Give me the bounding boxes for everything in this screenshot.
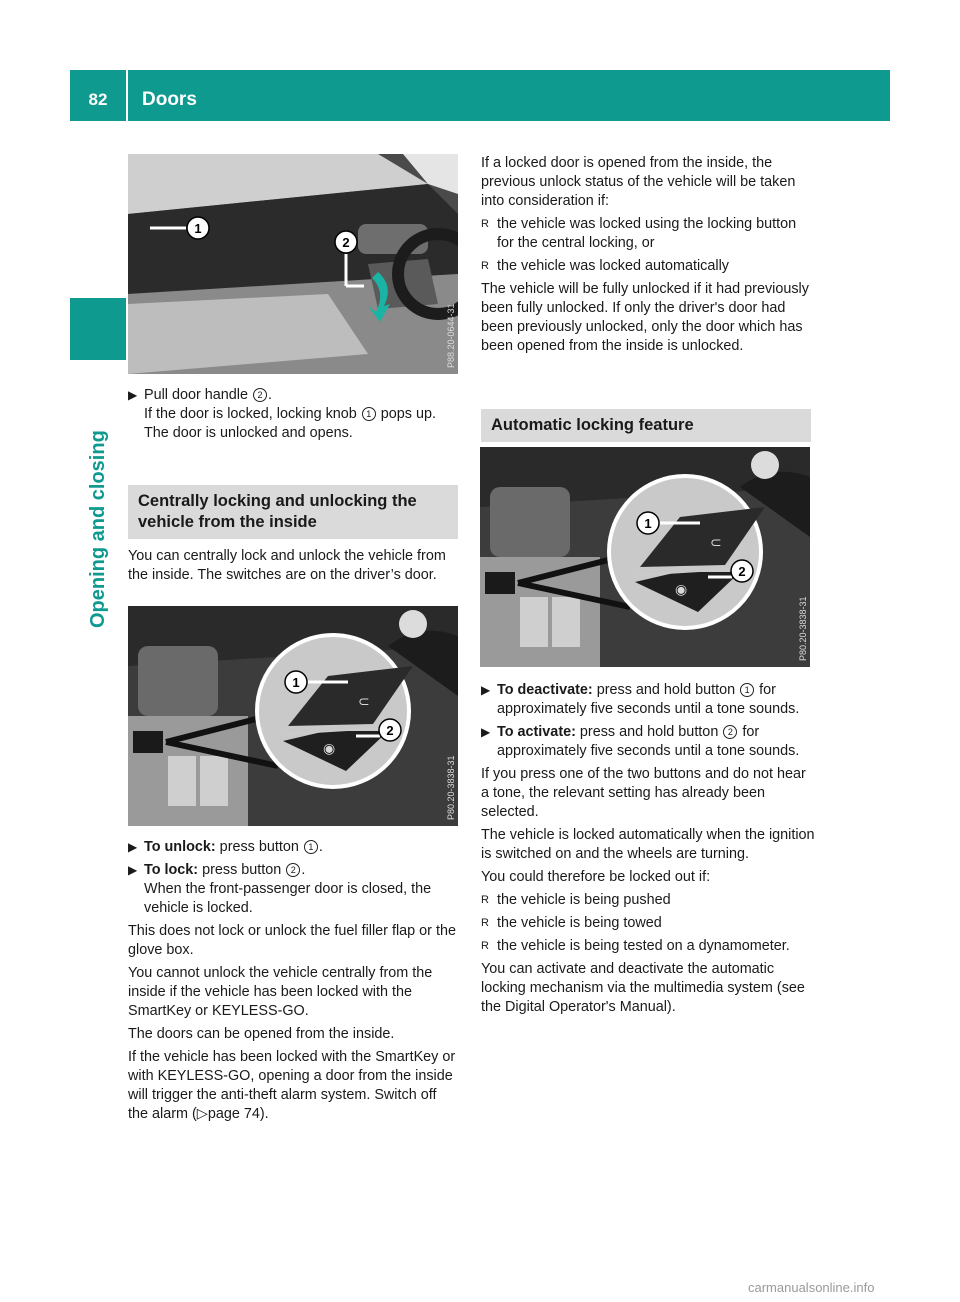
figure-code: P80.20-3838-31 [446, 755, 456, 820]
paragraph: If you press one of the two buttons and do not hear a tone, the relevant setting has already been selected. [481, 766, 806, 820]
page-ref-icon: ▷ [196, 1106, 208, 1122]
step-text: When the front-passenger door is closed, the vehicle is locked. [144, 881, 432, 916]
left-section-heading-block [128, 485, 458, 589]
callout-2-label: 2 [738, 564, 746, 579]
list-item-text: the vehicle is being pushed [497, 892, 671, 908]
step-text: Pull door handle [144, 387, 253, 403]
step-text: If the door is locked, locking knob [144, 406, 361, 422]
lock-icon: ◉ [323, 740, 336, 756]
step-arrow-icon: ▶ [128, 388, 138, 402]
list-item-text: the vehicle is being towed [497, 915, 662, 931]
page-number: 82 [70, 70, 128, 121]
list-item [481, 891, 815, 910]
door-handle-figure [128, 154, 458, 374]
bullet-icon: R [481, 260, 489, 272]
right-column-bottom [481, 681, 815, 1021]
page-reference-link[interactable]: page 74 [207, 1106, 260, 1122]
page-title: Doors [142, 89, 197, 110]
callout-1-label: 1 [194, 221, 202, 236]
bullet-icon: R [481, 940, 489, 952]
watermark: carmanualsonline.info [748, 1280, 875, 1295]
list-item-text: the vehicle was locked using the locking button for the central locking, or [497, 216, 797, 251]
left-column-bottom [128, 838, 460, 1128]
callout-ref: 2 [286, 863, 300, 877]
automatic-locking-figure [480, 447, 810, 667]
right-column-top [481, 154, 813, 360]
paragraph-text: ). [259, 1106, 269, 1122]
lock-icon: ◉ [675, 581, 688, 597]
step-text: for approximately five seconds until a tone sounds. [497, 724, 800, 759]
list-item-text: the vehicle was locked automatically [497, 258, 729, 274]
instruction-step [128, 861, 460, 918]
figure-code: P80.20-3838-31 [798, 596, 808, 661]
callout-1-label: 1 [292, 675, 300, 690]
instruction-step [128, 838, 460, 857]
list-item [481, 215, 813, 253]
step-arrow-icon: ▶ [481, 683, 491, 697]
step-label: To unlock: [144, 839, 216, 855]
step-arrow-icon: ▶ [128, 840, 138, 854]
paragraph: If a locked door is opened from the inside, the previous unlock status of the vehicle will be taken into consideration if: [481, 155, 796, 209]
step-text: press and hold button [592, 682, 740, 698]
step-arrow-icon: ▶ [128, 863, 138, 877]
paragraph: You can activate and deactivate the automatic locking mechanism via the multimedia system (see the Digital Operator's Manual). [481, 961, 805, 1015]
section-heading: Centrally locking and unlocking the vehicle from the inside [128, 485, 458, 539]
list-item [481, 937, 815, 956]
instruction-step [481, 723, 815, 761]
bullet-icon: R [481, 917, 489, 929]
figure-code: P88.20-0644-31 [446, 303, 456, 368]
step-text: . [318, 839, 323, 855]
callout-ref: 1 [362, 407, 376, 421]
step-text: pops up. [376, 406, 436, 422]
step-text: The door is unlocked and opens. [144, 425, 353, 441]
step-text: press button [198, 862, 286, 878]
step-label: To lock: [144, 862, 199, 878]
step-label: To activate: [497, 724, 576, 740]
section-tab-marker [70, 298, 126, 360]
step-text: press button [215, 839, 303, 855]
instruction-step [481, 681, 815, 719]
paragraph: You cannot unlock the vehicle centrally from the inside if the vehicle has been locked with the SmartKey or KEYLESS-GO. [128, 965, 433, 1019]
callout-ref: 2 [723, 725, 737, 739]
step-text: for approximately five seconds until a tone sounds. [497, 682, 800, 717]
paragraph: The vehicle will be fully unlocked if it had previously been fully unlocked. If only the driver's door had been previously unlocked, only the door which has been opened from the inside is unlocked. [481, 281, 809, 354]
paragraph: The vehicle is locked automatically when the ignition is switched on and the wheels are turning. [481, 827, 815, 862]
paragraph: The doors can be opened from the inside. [128, 1026, 395, 1042]
callout-2-label: 2 [386, 723, 394, 738]
step-text: . [301, 862, 306, 878]
callout-1-label: 1 [644, 516, 652, 531]
paragraph: You can centrally lock and unlock the vehicle from the inside. The switches are on the driver’s door. [128, 548, 446, 583]
unlock-icon: ⊂ [710, 534, 722, 550]
step-label: To deactivate: [497, 682, 593, 698]
callout-2-label: 2 [342, 235, 350, 250]
unlock-icon: ⊂ [358, 693, 370, 709]
left-column-top [128, 386, 460, 447]
step-text: . [268, 387, 273, 403]
callout-ref: 2 [253, 388, 267, 402]
list-item [481, 257, 813, 276]
paragraph-text: If the vehicle has been locked with the SmartKey or with KEYLESS-GO, opening a door from the inside will trigger the anti-theft alarm system. Switch off the alarm ( [128, 1049, 456, 1122]
instruction-step [128, 386, 460, 443]
bullet-icon: R [481, 218, 489, 230]
list-item-text: the vehicle is being tested on a dynamometer. [497, 938, 790, 954]
callout-ref: 1 [740, 683, 754, 697]
page-header [70, 70, 890, 121]
right-section-heading-block [481, 409, 811, 450]
step-text: press and hold button [575, 724, 723, 740]
central-locking-switches-figure [128, 606, 458, 826]
section-side-label: Opening and closing [87, 430, 109, 628]
section-heading: Automatic locking feature [481, 409, 811, 442]
callout-ref: 1 [304, 840, 318, 854]
list-item [481, 914, 815, 933]
step-arrow-icon: ▶ [481, 725, 491, 739]
paragraph: You could therefore be locked out if: [481, 869, 711, 885]
bullet-icon: R [481, 894, 489, 906]
paragraph [128, 1048, 460, 1124]
paragraph: This does not lock or unlock the fuel filler flap or the glove box. [128, 923, 456, 958]
